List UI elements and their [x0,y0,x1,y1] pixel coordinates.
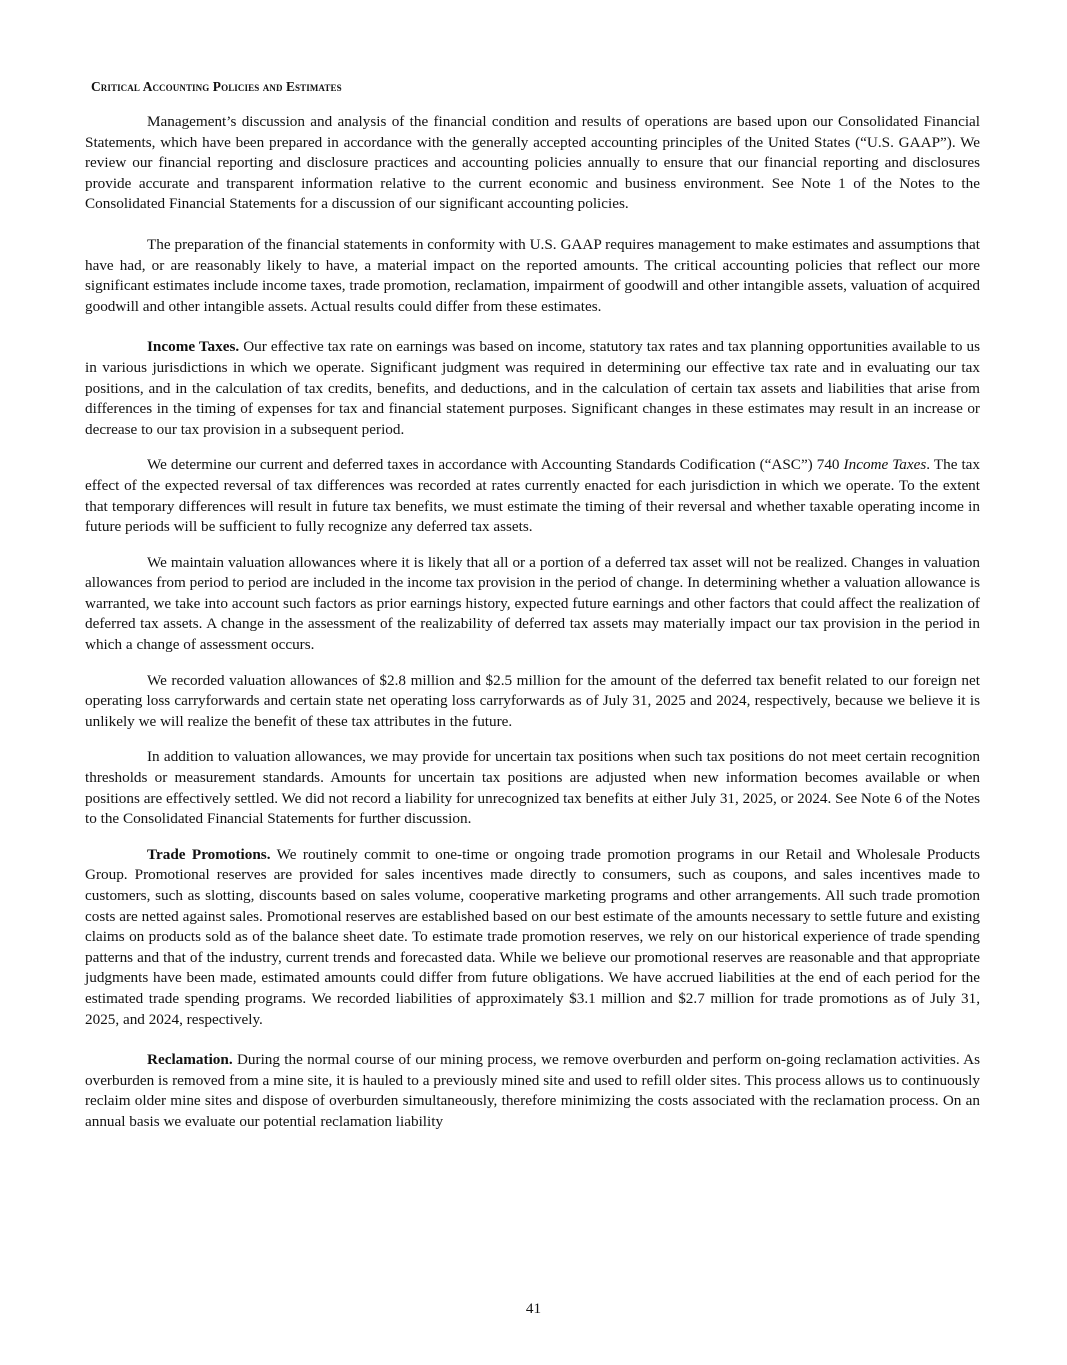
paragraph-uncertain-tax: In addition to valuation allowances, we may provide for uncertain tax positions when such tax positions do not meet certain recognition thresholds or measurement standards. Amounts for uncertain tax positions are adjusted when new information becomes available or when positions are effectively settled. We did not record a liability for unrecognized tax benefits at either July 31, 2025, or 2024. See Note 6 of the Notes to the Consolidated Financial Statements for further discussion. [85,748,980,828]
paragraph-recorded-allowances: We recorded valuation allowances of $2.8 million and $2.5 million for the amount of the deferred tax benefit related to our foreign net operating loss carryforwards and certain state net operating loss carryforwards as of July 31, 2025 and 2024, respectively, because we believe it is unlikely we will realize the benefit of these tax attributes in the future. [85,671,980,730]
paragraph-estimates: The preparation of the financial statements in conformity with U.S. GAAP requires management to make estimates and assumptions that have had, or are reasonably likely to have, a material impact on the reported amounts. The critical accounting policies that reflect our more significant estimates include income taxes, trade promotion, reclamation, impairment of goodwill and other intangible assets, valuation of acquired goodwill and other intangible assets. Actual results could differ from these estimates. [85,235,980,315]
income-taxes-text: Our effective tax rate on earnings was based on income, statutory tax rates and tax planning opportunities available to us in various jurisdictions in which we operate. Significant judgment was required in determining our effective tax rate and in evaluating our tax positions, and in the calculation of tax credits, benefits, and deductions, and in the calculation of certain tax assets and liabilities that arise from differences in the timing of expenses for tax and financial statement purposes. Significant changes in these estimates may result in an increase or decrease to our tax provision in a subsequent period. [85,338,981,438]
paragraph-reclamation [85,1050,980,1132]
reclamation-heading: Reclamation. [147,1051,233,1069]
asc-740-title: Income Taxes [843,456,927,474]
paragraph-mdna-basis: Management’s discussion and analysis of the financial condition and results of operations are based upon our Consolidated Financial Statements, which have been prepared in accordance with the generally accepted accounting principles of the United States (“U.S. GAAP”). We review our financial reporting and disclosure practices and accounting policies annually to ensure that our financial reporting and disclosures provide accurate and transparent information relative to the current economic and business environment. See Note 1 of the Notes to the Consolidated Financial Statements for a discussion of our significant accounting policies. [85,113,980,213]
paragraph-trade-promotions [85,845,980,1030]
asc-740-text-b: . The tax effect of the expected reversal of tax differences was recorded at rates currently enacted for each jurisdiction in which we operate. To the extent that temporary differences will result in future tax benefits, we must estimate the timing of their reversal and whether taxable operating income in future periods will be sufficient to fully recognize any deferred tax assets. [85,456,981,536]
paragraph-income-taxes [85,337,980,440]
section-heading: Critical Accounting Policies and Estimates [91,79,342,94]
paragraph-valuation-allowances: We maintain valuation allowances where it is likely that all or a portion of a deferred tax asset will not be realized. Changes in valuation allowances from period to period are included in the income tax provision in the period of change. In determining whether a valuation allowance is warranted, we take into account such factors as prior earnings history, expected future earnings and other factors that could affect the realization of deferred tax assets. A change in the assessment of the realizability of deferred tax assets may materially impact our tax provision in the period in which a change of assessment occurs. [85,553,980,654]
page-number: 41 [525,1300,542,1317]
trade-promotions-heading: Trade Promotions. [147,845,271,863]
paragraph-asc-740 [85,455,980,537]
asc-740-text-a: We determine our current and deferred taxes in accordance with Accounting Standards Codification (“ASC”) 740 [147,456,844,474]
reclamation-text: During the normal course of our mining process, we remove overburden and perform on-going reclamation activities. As overburden is removed from a mine site, it is hauled to a previously mined site and used to refill older sites. This process allows us to continuously reclaim older mine sites and dispose of overburden simultaneously, therefore minimizing the costs associated with the reclamation process. On an annual basis we evaluate our potential reclamation liability [85,1051,980,1130]
trade-promotions-text: We routinely commit to one-time or ongoing trade promotion programs in our Retail and Wholesale Products Group. Promotional reserves are provided for sales incentives made directly to consumers, such as coupons, and sales incentives made to customers, such as slotting, discounts based on sales volume, cooperative marketing programs and other arrangements. All such trade promotion costs are netted against sales. Promotional reserves are established based on our best estimate of the amounts necessary to settle future and existing claims on products sold as of the balance sheet date. To estimate trade promotion reserves, we rely on our historical experience of trade spending patterns and that of the industry, current trends and forecasted data. While we believe our promotional reserves are reasonable and that appropriate judgments have been made, estimated amounts could differ from future obligations. We have accrued liabilities at the end of each period for the estimated trade spending programs. We recorded liabilities of approximately $3.1 million and $2.7 million for trade promotions as of July 31, 2025, and 2024, respectively. [85,845,980,1028]
document-page [85,78,980,1133]
income-taxes-heading: Income Taxes. [147,338,240,356]
